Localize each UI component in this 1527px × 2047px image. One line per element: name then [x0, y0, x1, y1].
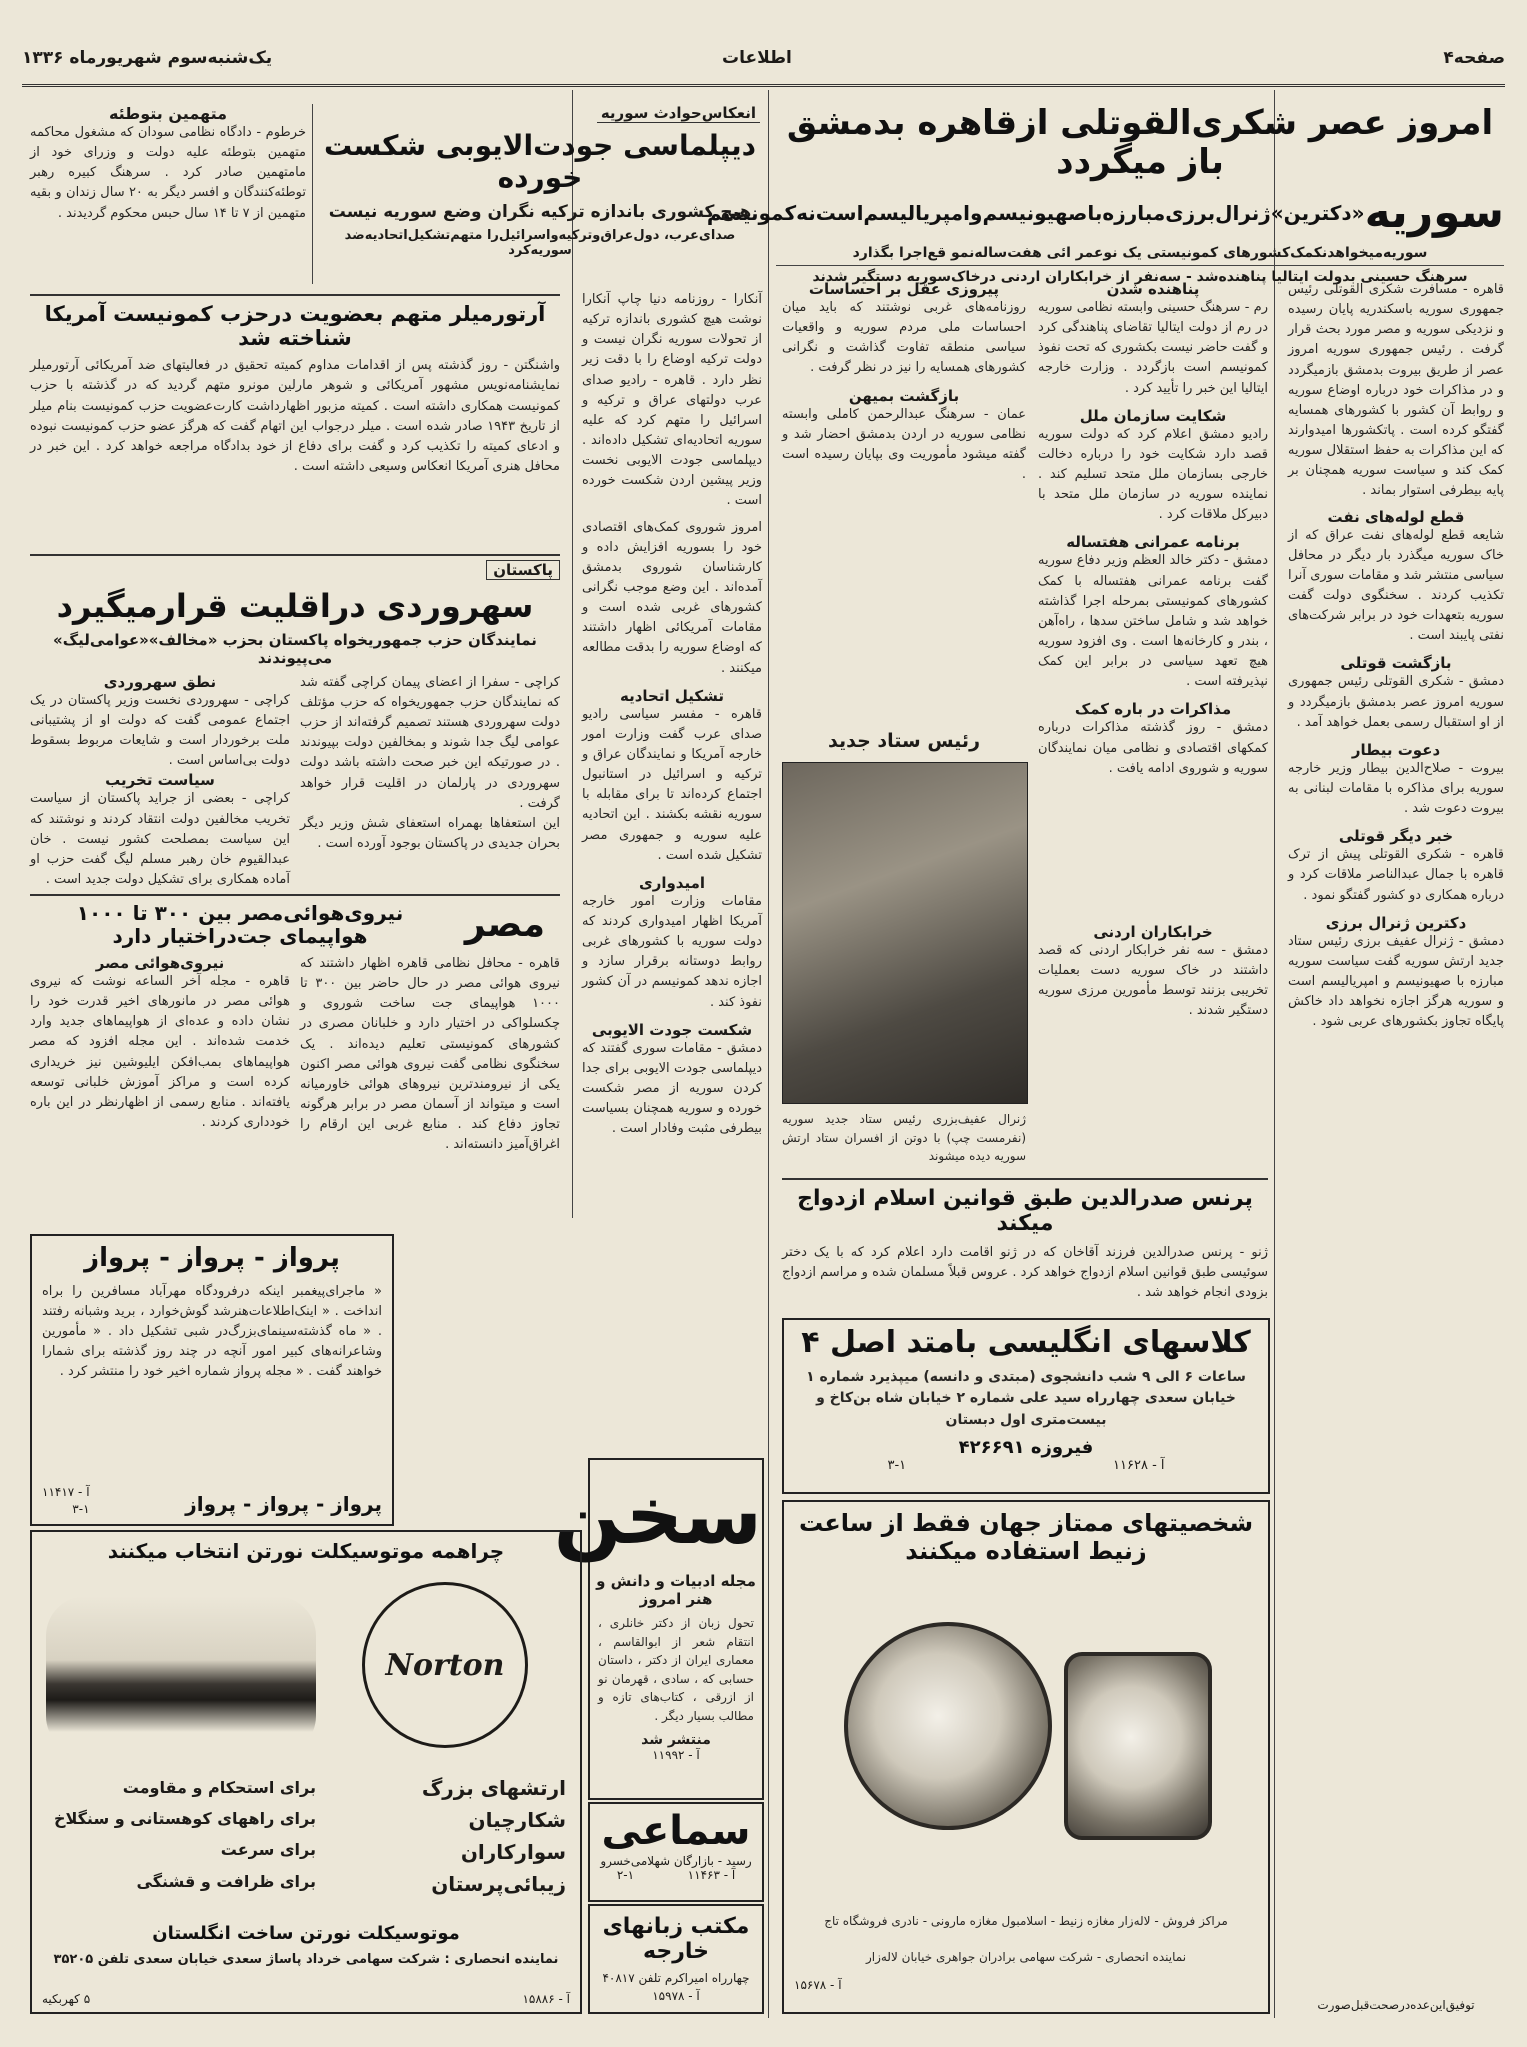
main-body-4: روزنامه‌های غربی نوشتند که باید میان احساسات ملی مردم سوریه و واقعیات سیاسی منطقه تفاوت گذاشت و نگرانی کشورهای همسایه را نیز در نظر گرفت . [782, 300, 1026, 376]
sokhan-status: منتشر شد [641, 1731, 711, 1748]
sub-plan: برنامه عمرانی هفتساله [1066, 533, 1240, 552]
sokhan-sub: مجله ادبیات و دانش و هنر امروز [596, 1572, 756, 1608]
motorcycle-image [46, 1596, 316, 1756]
norton-reason-1: برای استحکام و مقاومت [122, 1778, 316, 1797]
sub-talks: مذاکرات در باره کمک [1074, 700, 1232, 719]
syria-incident-body-2: امروز شوروی کمک‌های اقتصادی خود را بسوریه افزایش داده و کارشناسان شوروی بدمشق آمده‌اند . این وضع موجب نگرانی کشورهای غربی شده است و مقامات آمریکائی اظهار داشتند که اوضاع سوریه را بدقت مطالعه میکنند . [582, 519, 762, 676]
main-strap-2: سرهنگ حسینی بدولت ایتالیا پناهنده‌شد - سه‌نفر از خرابکاران اردنی درخاک‌سوریه دستگیر شدند [776, 265, 1504, 285]
islam-body: ژنو - پرنس صدرالدین فرزند آقاخان که در ژنو اقامت دارد اعلام کرد که با یک دختر سوئیسی طبق قوانین اسلام ازدواج خواهد کرد . عروس قبلاً مسلمان شده و مراسم ازدواج بزودی انجام خواهد شد . [782, 1244, 1268, 1300]
parvaz-ad [30, 1234, 394, 1526]
samai-title: سماعی [601, 1808, 751, 1854]
egypt-body: قاهره - محافل نظامی قاهره اظهار داشتند که نیروی هوائی مصر در حال حاضر بین ۳۰۰ تا ۱۰۰۰ هواپیمای جت ساخت شوروی و چکسلواکی در اختیار دارد و خلبانان مصری در کشورهای کمونیستی تعلیم دیده‌اند . یک سخنگوی نظامی گفت نیروی هوائی مصر اکنون یکی از نیرومندترین نیروهای هوائی خاورمیانه است و میتواند از آسمان مصر در برابر هرگونه تجاوز دفاع کند . منابع غربی این ارقام را اغراق‌آمیز دانسته‌اند . [300, 956, 560, 1153]
main-body-7: دمشق - دکتر خالد العظم وزیر دفاع سوریه گفت برنامه عمرانی هفتساله با کمک کشورهای کمونیستی بمرحله اجرا گذاشته خواهد شد و شامل ساختن سدها ، راه‌آهن ، بندر و کارخانه‌ها است . وی افزود سوریه هیچ تعهد سیاسی در برابر این کمک نپذیرفته است . [1038, 553, 1268, 690]
norton-logo [362, 1582, 528, 1748]
main-footer: توفیق‌این‌عده‌درصحت‌قبل‌صورت [1317, 1998, 1475, 2012]
suspects-title: متهمین بتوطئه [108, 104, 228, 123]
main-body-2: شایعه قطع لوله‌های نفت عراق که از خاک سوریه میگذرد بار دیگر در محافل سیاسی منتشر شد و مقامات سوری آنرا تکذیب کردند . سخنگوی دولت گفت سوریه بتعهدات خود در برابر شرکت‌های نفتی پایبند است . [1288, 527, 1504, 644]
syria-incident-col [582, 290, 762, 1460]
watch-body-2: نماینده انحصاری - شرکت سهامی برادران جواهری خیابان لاله‌زار [865, 1950, 1187, 1964]
main-body-12: قاهره - شکری القوتلی پیش از ترک قاهره با جمال عبدالناصر ملاقات کرد و درباره همکاری دو کشور گفتگو نمود . [1288, 847, 1504, 903]
main-kicker: سوریه [1364, 187, 1504, 239]
parvaz-title: پرواز - پرواز - پرواز [84, 1243, 340, 1273]
pakistan-body-4: این استعفاها بهمراه استعفای شش وزیر دیگر بحران جدیدی در پاکستان بوجود آورده است . [300, 815, 560, 851]
sokhan-ad [553, 1458, 764, 1800]
miller-story [30, 294, 560, 546]
norton-code: آ - ۱۵۸۸۶ [522, 1992, 570, 2006]
egypt-sub-2: نیروی‌هوائی مصر [95, 954, 225, 972]
issue-date: یک‌شنبه‌سوم شهریورماه ۱۳۳۶ [22, 48, 273, 68]
norton-reason-4: برای ظرافت و قشنگی [136, 1871, 316, 1891]
pakistan-body: کراچی - سفرا از اعضای پیمان کراچی گفته شد که نمایندگان حزب جمهوریخواه که حزب مؤتلف دولت سهروردی هستند تصمیم گرفته‌اند از حزب عوامی لیگ جدا شوند و بمخالفین دولت بپیوندند . در صورتیکه این خبر صحت داشته باشد دولت سهروردی در پارلمان در اقلیت قرار خواهد گرفت . [300, 674, 560, 811]
syria-incident [320, 104, 760, 284]
english-class-code: آ - ۱۱۶۲۸ [1113, 1458, 1165, 1474]
norton-reason-3: برای سرعت [220, 1840, 316, 1860]
chief-of-staff-title: رئیس ستاد جدید [827, 730, 981, 752]
pakistan-sub: نمایندگان حزب جمهوریخواه پاکستان بحزب «مخالف»«عوامی‌لیگ» می‌پیوندند [53, 630, 537, 667]
main-story [706, 103, 1504, 285]
sokhan-code: آ - ۱۱۹۹۲ [652, 1747, 700, 1762]
pakistan-headline: سهروردی دراقلیت قرارمیگیرد [56, 587, 534, 625]
syria-incident-sub-2: صدای‌عرب، دول‌عراق‌وترکیه‌واسرائیل‌را متهم‌تشکیل‌اتحادیه‌ضد سوریه‌کرد [344, 228, 736, 259]
pakistan-body-3: کراچی - بعضی از جراید پاکستان از سیاست تخریب مخالفین دولت انتقاد کردند و نوشتند که این سیاست بمصلحت کشور نیست . خان عبدالقیوم خان رهبر مسلم لیگ گفت حزب او آماده همکاری برای تشکیل دولت جدید است . [30, 791, 290, 887]
norton-code-2: ۵ کهربکیه [42, 1992, 91, 2006]
pakistan-sub-3: سیاست تخریب [105, 771, 215, 790]
norton-line-3: سوارکاران [460, 1840, 566, 1864]
sokhan-body: تحول زبان از دکتر خانلری ، انتقام شعر از ابوالقاسم ، معماری ایران از دکتر ، داستان حسابی که ، سادی ، قهرمان نو از ازرقی ، کتاب‌های تازه و مطالب بسیار دیگر . [598, 1616, 754, 1723]
paper-name: اطلاعات [722, 48, 792, 68]
norton-line-1: ارتشهای بزرگ [421, 1776, 566, 1800]
photo-caption: ژنرال عفیف‌بزری رئیس ستاد جدید سوریه (نفرمست چپ) با دوتن از افسران ستاد ارتش سوریه دیده میشوند [782, 1112, 1026, 1164]
syria-incident-sub-5: شکست جودت الایوبی [591, 1020, 753, 1039]
miller-headline: آرتورمیلر متهم بعضویت درحزب کمونیست آمریکا شناخته شد [44, 302, 546, 351]
samai-code: آ - ۱۱۴۶۳ [687, 1868, 736, 1882]
language-school-code: آ - ۱۵۹۷۸ [652, 1988, 700, 2003]
chief-of-staff-block [782, 730, 1026, 1170]
syria-incident-body-5: دمشق - مقامات سوری گفتند که دیپلماسی جودت الایوبی برای جدا کردن سوریه از مصر شکست خورده و سوریه همچنان بسیاست بیطرفی مثبت وفادار است . [582, 1040, 762, 1137]
syria-incident-headline: دیپلماسی جودت‌الایوبی شکست خورده [324, 129, 756, 195]
norton-dealer: نماینده انحصاری : شرکت سهامی خرداد پاساژ سعدی خیابان سعدی تلفن ۳۵۲۰۵ [53, 1952, 559, 1967]
pakistan-story [30, 554, 560, 886]
pakistan-body-2: کراچی - سهروردی نخست وزیر پاکستان در یک اجتماع عمومی گفت که دولت او از پشتیبانی ملت برخوردار است و شایعات مربوط بسقوط دولت بی‌اساس است . [30, 692, 290, 769]
main-body-5: عمان - سرهنگ عبدالرحمن کاملی وابسته نظامی سوریه در اردن بدمشق احضار شد و گفته میشود مأموریت وی بپایان رسیده است . [782, 406, 1026, 482]
main-body-10: دمشق - روز گذشته مذاکرات درباره کمکهای اقتصادی و نظامی میان نمایندگان سوریه و شوروی ادامه یافت . [1038, 720, 1268, 776]
english-class-headline: کلاسهای انگلیسی بامتد اصل ۴ [801, 1325, 1251, 1360]
main-col-1 [1288, 280, 1504, 2012]
watch-headline-2: زنیط استفاده میکنند [905, 1536, 1147, 1565]
syria-incident-sub: هیچ کشوری باندازه ترکیه نگران وضع سوریه نیست [328, 202, 752, 223]
miller-body: واشنگتن - روز گذشته پس از اقدامات مداوم کمیته تحقیق در فعالیتهای ضد آمریکائی آرتورمیلر نمایشنامه‌نویس مشهور آمریکائی و شوهر مارلین مونرو متهم گردید که در گذشته با حزب کمونیست همکاری داشته است . کمیته مزبور اظهارداشت کارت‌عضویت حزب کمونیست بنام میلر از تاریخ ۱۹۴۳ صادر شده است . میلر درجواب این اتهام گفت که هرگز عضو حزب کمونیست نبوده و ادعای کمیته را تکذیب کرد و گفت برای دفاع از خود بدادگاه مراجعه خواهد کرد . این خبر در محافل هنری آمریکا انعکاس وسیعی داشته است . [30, 358, 560, 474]
suspects-story [30, 104, 306, 284]
norton-brand: موتوسیکلت نورتن ساخت انگلستان [152, 1923, 460, 1944]
page-number: صفحه۴ [1443, 48, 1505, 68]
parvaz-body: « ماجرای‌پیغمبر اینکه درفرودگاه مهرآباد مسافرین را براه انداخت . « اینک‌اطلاعات‌هنرشد گوش‌خوارد ، برید وشبانه رفتند . « ماه گذشته‌سینمای‌بزرگ‌در شبی تشکیل داد . « مأمورین وشاعرانه‌های کبیر امور آنچه در چند روز گذشته برای شمارا خواهند گفت . « مجله پرواز شماره اخیر خود را منتشر کرد . [42, 1283, 382, 1380]
norton-reason-2: برای راههای کوهستانی و سنگلاخ [53, 1809, 316, 1829]
language-school-title: مکتب زبانهای خارجه [602, 1914, 750, 1965]
newspaper-page [22, 18, 1505, 2028]
zenith-watch-ad [782, 1500, 1270, 2014]
parvaz-code-2: ۳-۱ [72, 1502, 90, 1517]
main-body-8: دمشق - شکری القوتلی رئیس جمهوری سوریه امروز عصر بدمشق بازمیگردد و از او استقبال رسمی بعمل خواهد آمد . [1288, 674, 1504, 730]
sub-reason: پیروزی عقل بر احساسات [808, 280, 1000, 298]
watch-headline: شخصیتهای ممتاز جهان فقط از ساعت [798, 1509, 1254, 1537]
norton-headline: چراهمه موتوسیکلت نورتن انتخاب میکنند [107, 1539, 505, 1563]
syria-incident-body-4: مقامات وزارت امور خارجه آمریکا اظهار امیدواری کردند که دولت سوریه با کشورهای غربی روابط دوستانه برقرار سازد و اجازه ندهد کمونیسم در آن کشور نفوذ کند . [582, 893, 762, 1010]
norton-line-4: زیبائی‌پرستان [431, 1872, 566, 1896]
masthead [22, 18, 1505, 87]
norton-ad [30, 1530, 582, 2014]
sub-refuge: پناهنده شدن [1106, 280, 1200, 298]
parvaz-code: آ - ۱۱۴۱۷ [42, 1485, 90, 1500]
saboteurs-story [1038, 923, 1268, 1163]
syria-incident-label: انعکاس‌حوادث سوریه [597, 104, 760, 123]
main-col-3 [782, 280, 1026, 720]
chief-of-staff-photo [782, 762, 1028, 1104]
sokhan-title: سخن [553, 1469, 762, 1562]
main-headline: امروز عصر شکری‌القوتلی ازقاهره بدمشق باز میگردد [786, 103, 1494, 183]
english-class-code-2: ۳-۱ [887, 1458, 907, 1474]
egypt-headline: نیروی‌هوائی‌مصر بین ۳۰۰ تا ۱۰۰۰ هواپیمای جت‌دراختیار دارد [76, 901, 404, 948]
egypt-label: مصر [464, 904, 546, 946]
sub-oil-pipes: قطع لوله‌های نفت [1327, 507, 1465, 526]
sub-qutli-news: خبر دیگر قوتلی [1338, 827, 1454, 846]
watch-code: آ - ۱۵۶۷۸ [794, 1978, 842, 1992]
syria-incident-sub-4: امیدواری [638, 873, 706, 892]
watch-body: مراکز فروش - لاله‌زار مغازه زنیط - اسلامبول مغازه مارونی - نادری فروشگاه تاج [824, 1914, 1228, 1928]
sub-un: شکایت سازمان ملل [1079, 406, 1227, 425]
language-school-body: چهارراه امیراکرم تلفن ۴۰۸۱۷ [602, 1970, 750, 1985]
samai-ad [588, 1802, 764, 1902]
language-school-ad [588, 1904, 764, 2014]
main-body-11: دمشق - سه نفر خرابکار اردنی که قصد داشتند در خاک سوریه دست بعملیات تخریبی بزنند توسط مأمورین مرزی سوریه دستگیر شدند . [1038, 943, 1268, 1019]
pakistan-label: پاکستان [486, 560, 560, 580]
main-strap: سوریه‌میخواهد‌نکمک‌کشورهای کمونیستی یک نوعمر ائی هفت‌ساله‌نمو قع‌اجرا‌ بگذارد [852, 244, 1428, 261]
syria-incident-body: آنکارا - روزنامه دنیا چاپ آنکارا نوشت هیچ کشوری باندازه ترکیه از تحولات سوریه نگران نیست و دولت ترکیه اوضاع را با دقت زیر نظر دارد . قاهره - رادیو صدای عرب دولتهای عراق و ترکیه و اسرائیل را متهم کرد که علیه سوریه اتحادیه‌ای تشکیل داده‌اند . دیپلماسی جودت الایوبی نخست وزیر پیشین اردن شکست خورده است . [582, 292, 762, 509]
main-col-2b [1038, 1168, 1268, 1488]
main-body-9: بیروت - صلاح‌الدین بیطار وزیر خارجه سوریه برای مذاکره با مقامات لبنانی به بیروت دعوت شد . [1288, 760, 1504, 817]
syria-incident-body-3: قاهره - مفسر سیاسی رادیو صدای عرب گفت وزارت امور خارجه آمریکا و نمایندگان عراق و ترکیه و اسرائیل در استانبول اجتماع کرده‌اند تا برای مقابله با سوریه نقشه بکشند . این اتحادیه علیه سوریه و جمهوری مصر تشکیل شده است . [582, 706, 762, 863]
sub-doctrine: دکترین ژنرال برزی [1325, 913, 1467, 932]
sub-saboteurs: خرابکاران اردنی [1093, 923, 1213, 941]
egypt-body-2: قاهره - مجله آخر الساعه نوشت که نیروی هوائی مصر در مانورهای اخیر قدرت خود را نشان داده و عده‌ای از هواپیماهای جدید وارد خدمت شده‌اند . این مجله افزود که مصر هواپیماهای بمب‌افکن ایلیوشین نیز خریداری کرده است و مراکز آموزش خلبانی توسعه یافته‌اند . منابع رسمی از اظهارنظر در این باره خودداری کردند . [30, 974, 290, 1130]
samai-body: رسید - بازارگان شهلامی‌خسرو [600, 1854, 752, 1868]
sub-homecoming: بازگشت بمیهن [848, 386, 960, 405]
syria-incident-sub-3: تشکیل اتحادیه [620, 686, 724, 705]
norton-line-2: شکارچیان [468, 1808, 566, 1832]
sub-bitar: دعوت بیطار [1351, 740, 1441, 759]
main-body-3: رم - سرهنگ حسینی وابسته نظامی سوریه در رم از دولت ایتالیا تقاضای پناهندگی کرد و گفت حاضر نیست بکشوری که تحت نفوذ کمونیسم است بازگردد . وزارت خارجه ایتالیا این خبر را تأیید کرد . [1038, 300, 1268, 396]
islam-headline: پرنس صدرالدین طبق قوانین اسلام ازدواج میکند [797, 1186, 1253, 1237]
watch-image-2 [1064, 1652, 1212, 1840]
egypt-story [30, 894, 560, 1226]
parvaz-footer: پرواز - پرواز - پرواز [185, 1492, 382, 1516]
english-class-phone: فیروزه ۴۲۶۶۹۱ [958, 1436, 1094, 1458]
sub-return-qutli: بازگشت قوتلی [1340, 654, 1452, 673]
pakistan-sub-2: نطق سهروردی [103, 672, 217, 691]
main-body-6: رادیو دمشق اعلام کرد که دولت سوریه قصد دارد شکایت خود را درباره دخالت خارجی بسازمان ملل متحد تسلیم کند . نماینده سوریه در سازمان ملل متحد با دبیرکل ملاقات کرد . [1038, 426, 1268, 523]
english-class-body: ساعات ۶ الی ۹ شب دانشجوی (مبتدی و دانسه) میپذیرد شماره ۱ خیابان سعدی چهارراه سید علی شماره ۲ خیابان شاه بن‌کاخ و بیست‌متری اول دبستان [806, 1368, 1246, 1428]
norton-logo-text: Norton [385, 1647, 505, 1683]
main-body: قاهره - مسافرت شکری القوتلی رئیس جمهوری سوریه باسکندریه پایان رسیده و نزدیکی سوریه و مصر مورد بحث قرار گرفت . رئیس جمهوری سوریه امروز عصر از طریق بیروت بدمشق بازمیگردد و در مذاکرات خود درباره اوضاع سوریه و روابط آن کشور با کشورهای همسایه گفتگو کرده است . پاتکشورها امیدوارند که این مذاکرات به حفظ استقلال سوریه کمک کند و سیاست سوریه همچنان بر پایه بیطرفی استوار بماند . [1288, 282, 1504, 499]
main-headline-2: «دکترین»ژنرال‌برزی‌مبارزه‌باصهیونیسم‌وامپریالیسم‌است‌نه‌کمونیسم [706, 200, 1365, 225]
samai-code-2: ۲-۱ [616, 1868, 635, 1882]
watch-image-1 [844, 1622, 1052, 1830]
main-body-13: دمشق - ژنرال عفیف برزی رئیس ستاد جدید ارتش سوریه گفت سیاست سوریه مبارزه با صهیونیسم و امپریالیسم است و سوریه هرگز اجازه نخواهد داد خاکش پایگاه تجاوز بکشورهای عربی شود . [1288, 933, 1504, 1030]
suspects-body: خرطوم - دادگاه نظامی سودان که مشغول محاکمه متهمین بتوطئه علیه دولت و وزرای خود از مامتهمین صادر کرد . سرهنگ کبیره رهبر توطئه‌کنندگان و افسر دیگر به ۲۰ سال زندان و بقیه متهمین از ۷ تا ۱۴ سال حبس محکوم گردیدند . [30, 125, 306, 221]
